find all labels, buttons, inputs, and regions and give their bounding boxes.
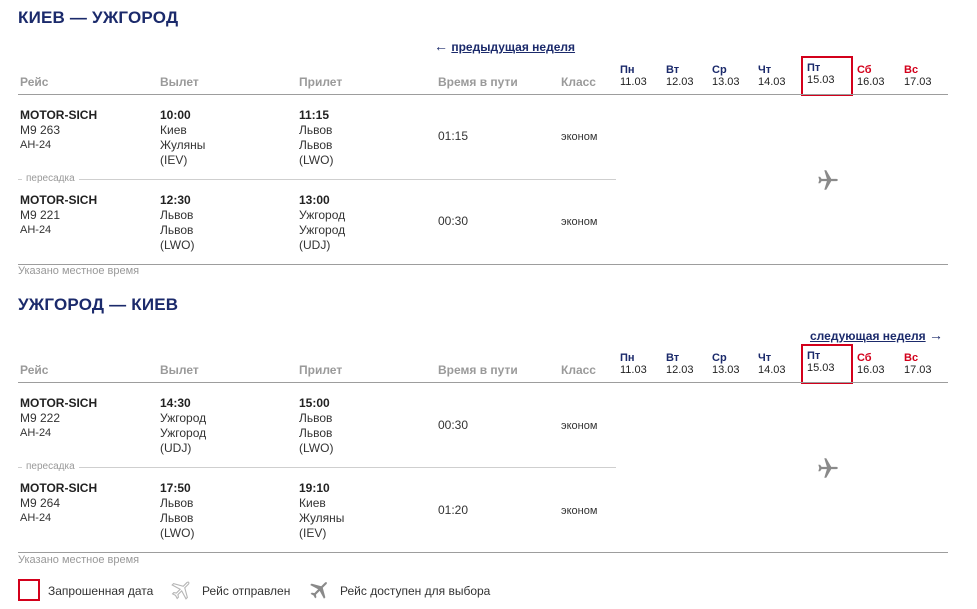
prev-week-label: предыдущая неделя: [451, 40, 576, 54]
day-mon[interactable]: Пн 11.03: [620, 64, 647, 88]
arrow-right-icon: →: [928, 327, 943, 343]
section-bottom-divider: [18, 264, 948, 265]
travel-duration: 01:15: [438, 129, 469, 143]
departure-time: 10:00: [160, 108, 191, 122]
header-arrival: Прилет: [299, 75, 343, 89]
day-sat[interactable]: Сб 16.03: [857, 352, 885, 376]
departure-airport: Жуляны: [160, 138, 206, 152]
arrival-city: Львов: [299, 411, 333, 425]
arrival-time: 13:00: [299, 193, 330, 207]
legend-available-label: Рейс доступен для выбора: [340, 584, 491, 598]
departure-city: Киев: [160, 123, 187, 137]
arrival-airport: Львов: [299, 138, 333, 152]
departure-info: [160, 193, 194, 253]
day-sun[interactable]: Вс 17.03: [904, 64, 932, 88]
day-wed[interactable]: Ср 13.03: [712, 64, 740, 88]
day-sat[interactable]: Сб 16.03: [857, 64, 885, 88]
flight-info: [20, 108, 97, 153]
arrival-info: [299, 481, 344, 541]
arrival-code: (UDJ): [299, 238, 331, 252]
day-mon[interactable]: Пн 11.03: [620, 352, 647, 376]
arrival-airport: Ужгород: [299, 223, 346, 237]
flight-info: [20, 481, 97, 526]
travel-duration: 00:30: [438, 214, 469, 228]
flight-number: M9 263: [20, 123, 61, 137]
transfer-label: пересадка: [22, 173, 79, 184]
plane-icon[interactable]: [814, 167, 840, 193]
next-week-link[interactable]: [810, 327, 943, 343]
route-title: КИЕВ — УЖГОРОД: [18, 8, 179, 27]
flight-info: [20, 193, 97, 238]
header-divider: [18, 382, 948, 383]
day-tue[interactable]: Вт 12.03: [666, 64, 694, 88]
arrival-time: 11:15: [299, 108, 330, 122]
requested-date-swatch: [18, 579, 40, 601]
flight-number: M9 221: [20, 208, 61, 222]
arrival-code: (IEV): [299, 526, 327, 540]
departure-code: (LWO): [160, 238, 195, 252]
airline-name: MOTOR-SICH: [20, 108, 98, 122]
plane-icon[interactable]: [814, 455, 840, 481]
header-duration: Время в пути: [438, 363, 518, 377]
header-divider: [18, 94, 948, 95]
departure-time: 14:30: [160, 396, 191, 410]
arrow-left-icon: ←: [434, 38, 448, 54]
travel-duration: 01:20: [438, 503, 469, 517]
airline-name: MOTOR-SICH: [20, 396, 98, 410]
departure-time: 17:50: [160, 481, 191, 495]
arrival-time: 15:00: [299, 396, 330, 410]
header-departure: Вылет: [160, 75, 199, 89]
departure-code: (UDJ): [160, 441, 192, 455]
departure-info: [160, 396, 206, 456]
departure-city: Львов: [160, 496, 194, 510]
plane-outline-icon: [168, 577, 194, 603]
departure-info: [160, 108, 205, 168]
day-tue[interactable]: Вт 12.03: [666, 352, 694, 376]
day-thu[interactable]: Чт 14.03: [758, 64, 786, 88]
transfer-divider: [18, 467, 616, 468]
arrival-city: Ужгород: [299, 208, 346, 222]
arrival-code: (LWO): [299, 441, 334, 455]
departure-airport: Львов: [160, 511, 194, 525]
departure-airport: Ужгород: [160, 426, 207, 440]
next-week-label: следующая неделя: [810, 329, 926, 343]
header-duration: Время в пути: [438, 75, 518, 89]
departure-code: (IEV): [160, 153, 188, 167]
aircraft-type: AH-24: [20, 427, 52, 439]
travel-class: эконом: [561, 216, 598, 228]
arrival-time: 19:10: [299, 481, 330, 495]
aircraft-type: AH-24: [20, 224, 52, 236]
departure-airport: Львов: [160, 223, 194, 237]
arrival-info: [299, 108, 333, 168]
day-wed[interactable]: Ср 13.03: [712, 352, 740, 376]
airline-name: MOTOR-SICH: [20, 193, 98, 207]
aircraft-type: AH-24: [20, 512, 52, 524]
header-arrival: Прилет: [299, 363, 343, 377]
header-class: Класс: [561, 363, 596, 377]
flight-number: M9 264: [20, 496, 61, 510]
airline-name: MOTOR-SICH: [20, 481, 98, 495]
arrival-info: [299, 193, 345, 253]
transfer-label: пересадка: [22, 461, 79, 472]
prev-week-link[interactable]: [434, 38, 575, 54]
arrival-code: (LWO): [299, 153, 334, 167]
arrival-info: [299, 396, 333, 456]
flight-info: [20, 396, 97, 441]
travel-duration: 00:30: [438, 418, 469, 432]
day-fri-requested[interactable]: Пт 15.03: [801, 56, 853, 96]
arrival-city: Львов: [299, 123, 333, 137]
header-class: Класс: [561, 75, 596, 89]
arrival-airport: Львов: [299, 426, 333, 440]
flight-number: M9 222: [20, 411, 61, 425]
aircraft-type: AH-24: [20, 139, 52, 151]
travel-class: эконом: [561, 131, 598, 143]
departure-city: Львов: [160, 208, 194, 222]
departure-time: 12:30: [160, 193, 191, 207]
departure-city: Ужгород: [160, 411, 207, 425]
plane-icon: [306, 577, 332, 603]
legend-departed-label: Рейс отправлен: [202, 584, 291, 598]
local-time-note: Указано местное время: [18, 265, 140, 277]
arrival-airport: Жуляны: [299, 511, 345, 525]
header-departure: Вылет: [160, 363, 199, 377]
route-title: УЖГОРОД — КИЕВ: [18, 295, 179, 314]
legend-requested-label: Запрошенная дата: [48, 584, 154, 598]
local-time-note: Указано местное время: [18, 554, 140, 566]
arrival-city: Киев: [299, 496, 326, 510]
day-sun[interactable]: Вс 17.03: [904, 352, 932, 376]
header-flight: Рейс: [20, 75, 49, 89]
day-thu[interactable]: Чт 14.03: [758, 352, 786, 376]
departure-code: (LWO): [160, 526, 195, 540]
travel-class: эконом: [561, 420, 598, 432]
section-bottom-divider: [18, 552, 948, 553]
day-fri-requested[interactable]: Пт 15.03: [801, 344, 853, 384]
departure-info: [160, 481, 194, 541]
travel-class: эконом: [561, 505, 598, 517]
header-flight: Рейс: [20, 363, 49, 377]
transfer-divider: [18, 179, 616, 180]
